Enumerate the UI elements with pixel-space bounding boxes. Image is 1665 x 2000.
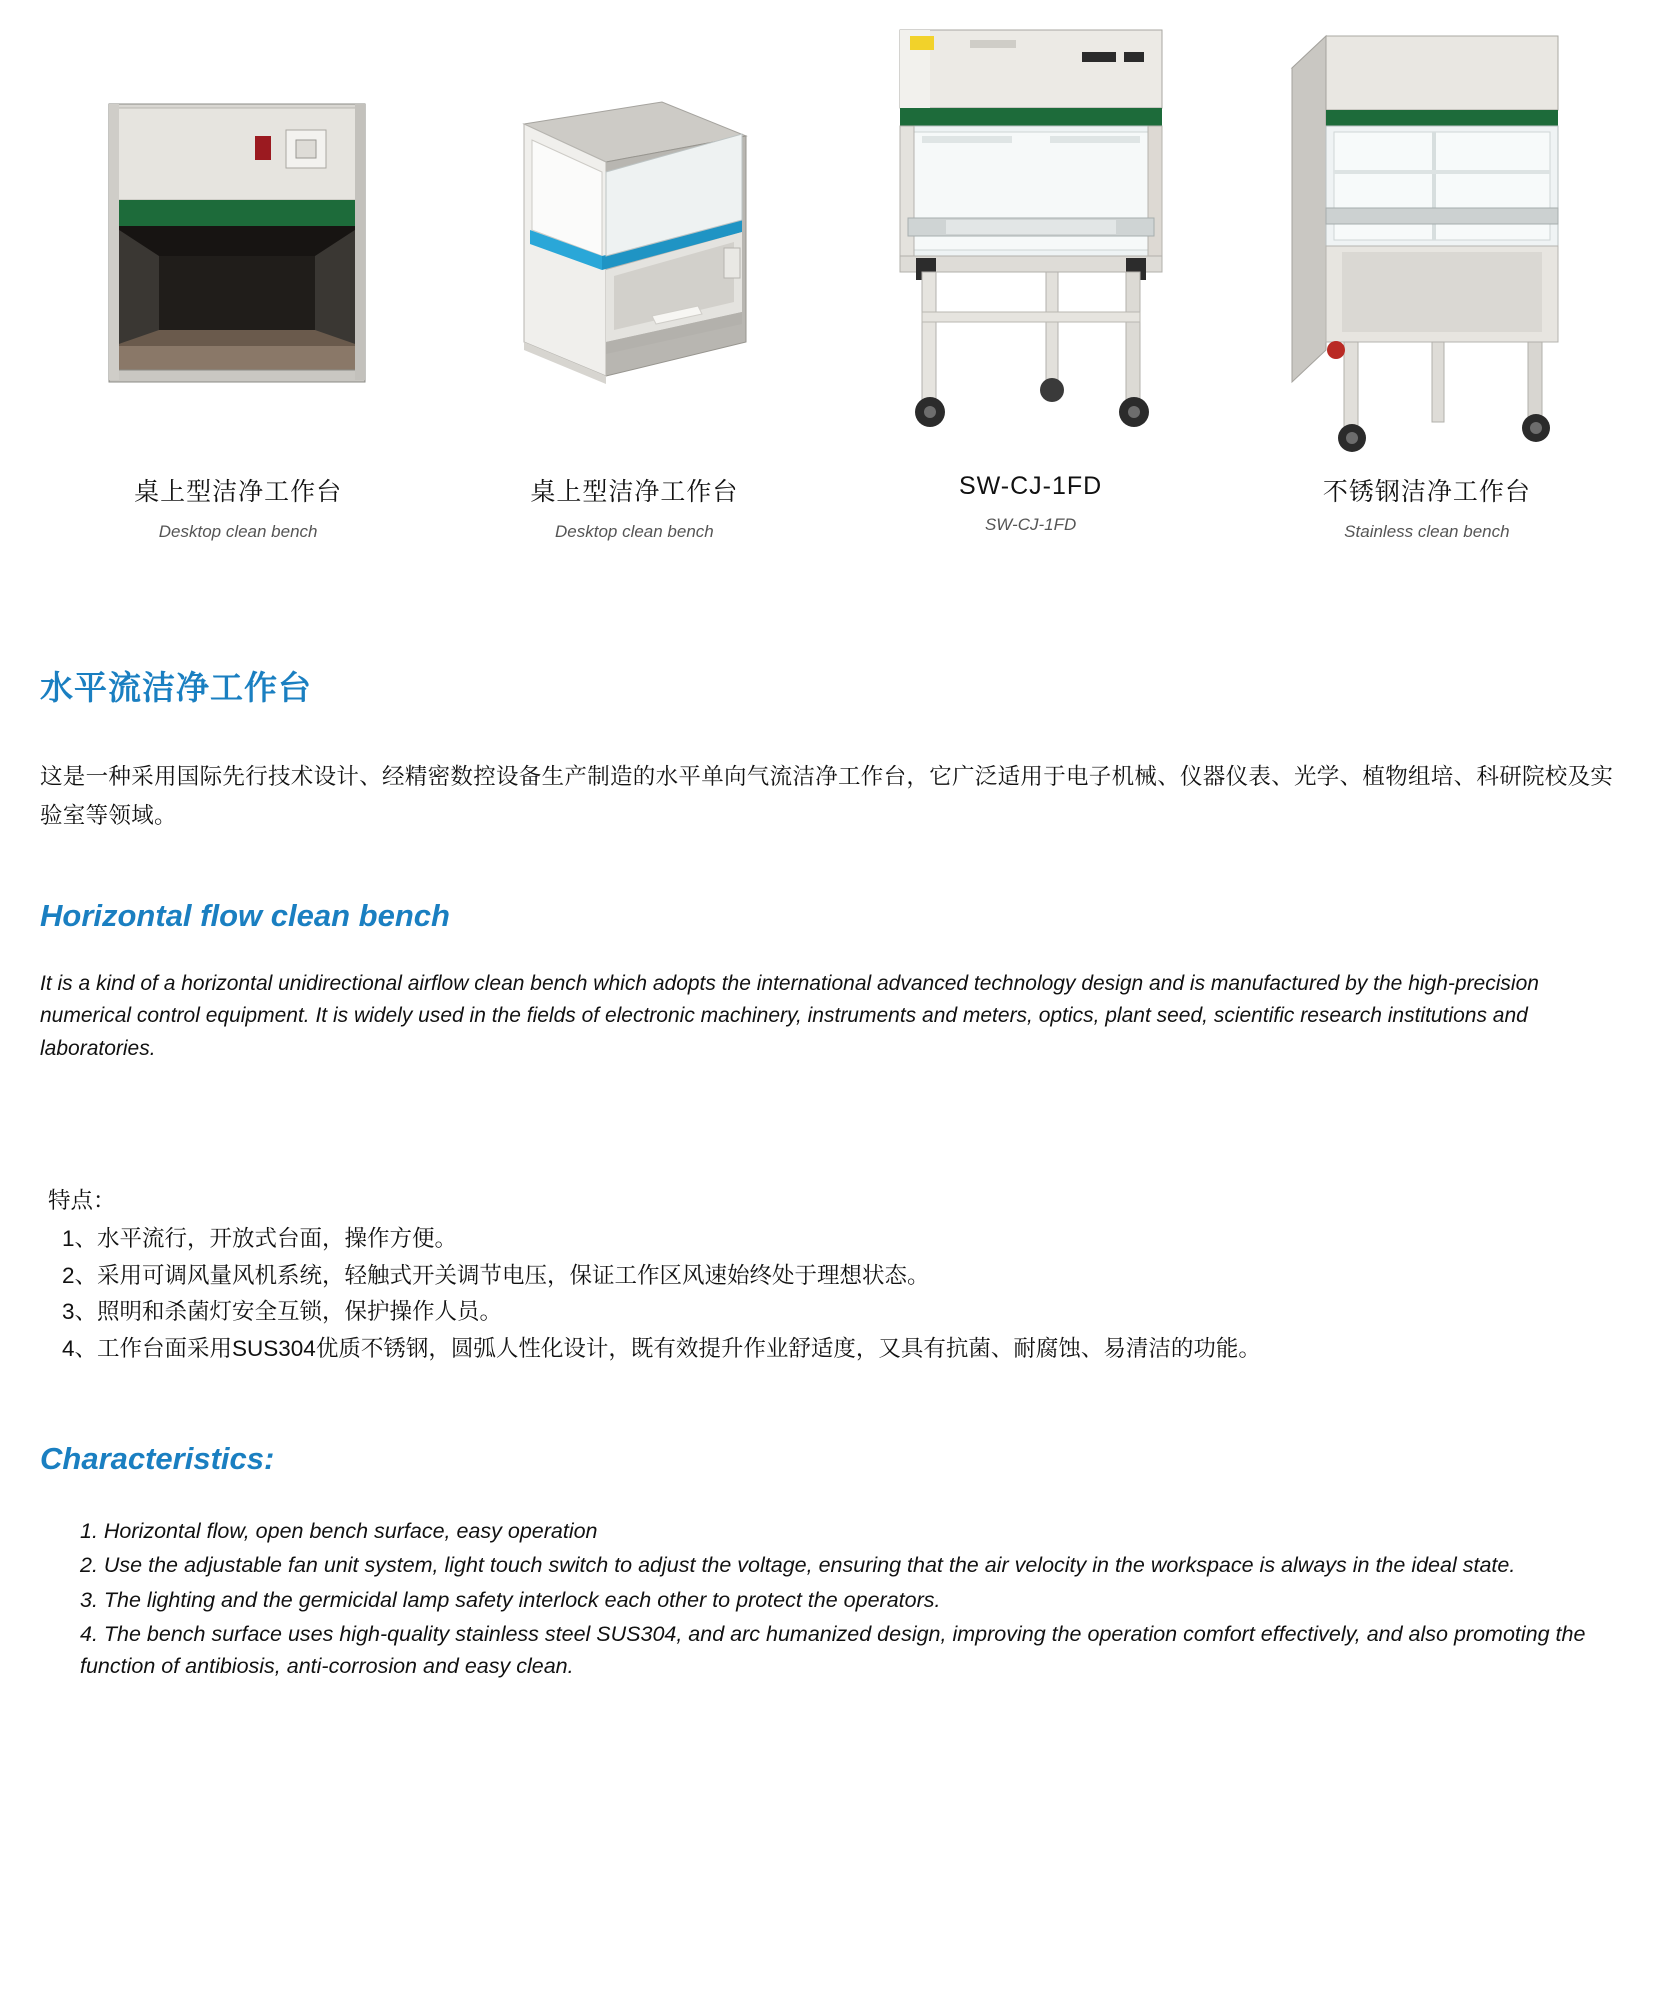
characteristic-item: 3. The lighting and the germicidal lamp safety interlock each other to protect the operators. xyxy=(80,1587,941,1612)
feature-item: 2、采用可调风量风机系统，轻触式开关调节电压，保证工作区风速始终处于理想状态。 xyxy=(62,1262,930,1288)
stainless-clean-bench-icon xyxy=(1282,20,1572,460)
features-label: 特点： xyxy=(48,1188,116,1214)
characteristics-title: Characteristics: xyxy=(40,1441,275,1477)
product-name-en: SW-CJ-1FD xyxy=(984,515,1077,534)
characteristic-item: 4. The bench surface uses high-quality stainless steel SUS304, and arc humanized design, improving the operation comfort effectively, and also promoting the function of antibiosis, anti-corrosion and easy clean. xyxy=(80,1621,1586,1679)
product-name-en: Desktop clean bench xyxy=(158,522,318,541)
product-name-en: Desktop clean bench xyxy=(554,522,714,541)
product-photo xyxy=(871,30,1191,450)
section-body-en: It is a kind of a horizontal unidirectional airflow clean bench which adopts the international advanced technology design and is manufactured by the high-precision numerical control equipment. It is widely used in the fields of electronic machinery, instruments and meters, optics, plant seed, scientific research institutions and laboratories. xyxy=(40,971,1539,1060)
product-gallery xyxy=(0,0,1665,542)
product-photo xyxy=(78,30,398,450)
feature-item: 1、水平流行，开放式台面，操作方便。 xyxy=(62,1226,458,1252)
product-card[interactable] xyxy=(1229,30,1625,542)
sw-cj-1fd-floor-standing-clean-bench-icon xyxy=(886,20,1176,460)
product-name-cn: SW-CJ-1FD xyxy=(958,472,1103,500)
product-name-cn: 桌上型洁净工作台 xyxy=(530,478,739,506)
desktop-clean-bench-front-view-icon xyxy=(103,80,373,400)
product-card[interactable] xyxy=(40,30,436,542)
product-card[interactable] xyxy=(833,30,1229,542)
product-photo xyxy=(1267,30,1587,450)
product-card[interactable] xyxy=(436,30,832,542)
content-body xyxy=(0,662,1665,1682)
product-name-cn: 桌上型洁净工作台 xyxy=(134,478,343,506)
feature-item: 4、工作台面采用SUS304优质不锈钢，圆弧人性化设计，既有效提升作业舒适度，又具有抗菌、耐腐蚀、易清洁的功能。 xyxy=(62,1335,1261,1361)
characteristic-item: 1. Horizontal flow, open bench surface, easy operation xyxy=(80,1519,598,1544)
product-name-cn: 不锈钢洁净工作台 xyxy=(1322,478,1531,506)
section-title-en: Horizontal flow clean bench xyxy=(40,897,450,933)
features-block xyxy=(40,1183,1625,1367)
feature-item: 3、照明和杀菌灯安全互锁，保护操作人员。 xyxy=(62,1299,503,1325)
section-body-cn: 这是一种采用国际先行技术设计、经精密数控设备生产制造的水平单向气流洁净工作台，它广泛适用于电子机械、仪器仪表、光学、植物组培、科研院校及实验室等领域。 xyxy=(40,764,1614,829)
characteristic-item: 2. Use the adjustable fan unit system, light touch switch to adjust the voltage, ensuring that the air velocity in the workspace is always in the ideal state. xyxy=(80,1553,1516,1578)
section-title-cn: 水平流洁净工作台 xyxy=(40,669,312,706)
product-photo xyxy=(474,30,794,450)
features-list xyxy=(48,1221,1625,1367)
characteristics-list xyxy=(40,1515,1625,1682)
desktop-clean-bench-angled-view-icon xyxy=(502,80,767,400)
product-name-en: Stainless clean bench xyxy=(1344,522,1510,541)
